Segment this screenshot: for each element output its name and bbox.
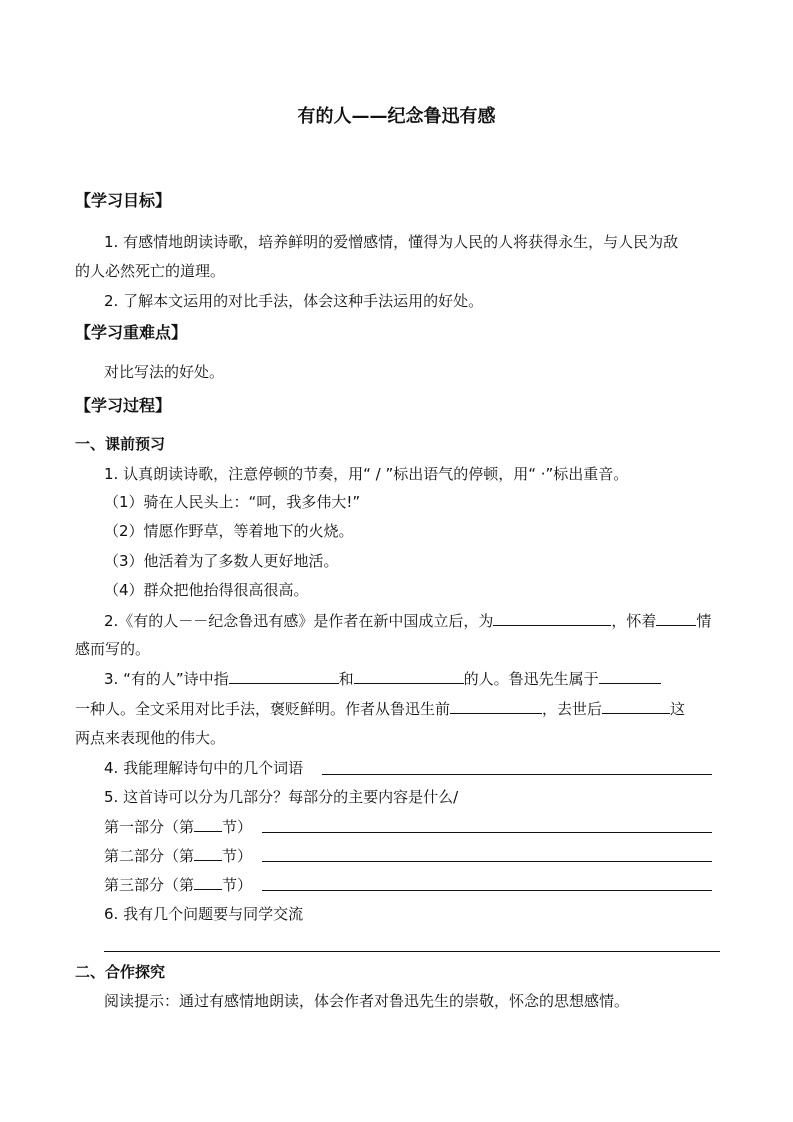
reading-tip: 阅读提示：通过有感情地朗读，体会作者对鲁迅先生的崇敬，怀念的思想感情。 <box>104 992 630 1010</box>
question-3-text-b: 和 <box>338 670 354 688</box>
question-4: 4. 我能理解诗句中的几个词语 <box>104 759 304 777</box>
question-2-text-c: 情 <box>696 612 712 630</box>
answer-blank[interactable] <box>194 845 222 861</box>
page-title: 有的人——纪念鲁迅有感 <box>297 106 496 127</box>
question-3-text-c: 的人。鲁迅先生属于 <box>463 670 599 688</box>
key-point-text: 对比写法的好处。 <box>104 363 225 381</box>
question-1-item-3: （3）他活着为了多数人更好地活。 <box>104 552 339 570</box>
answer-line[interactable] <box>322 774 712 775</box>
part-label: 第三部分（第 <box>104 876 195 894</box>
question-3-text-d: 一种人。全文采用对比手法，褒贬鲜明。作者从鲁迅生前 <box>75 700 451 718</box>
answer-line[interactable] <box>262 890 712 891</box>
answer-blank[interactable] <box>194 874 222 890</box>
answer-blank[interactable] <box>602 698 670 714</box>
question-2-text-a: 2.《有的人－－纪念鲁迅有感》是作者在新中国成立后，为 <box>104 612 494 630</box>
question-3-line-3: 两点来表现他的伟大。 <box>75 729 226 747</box>
question-3-line-1 <box>104 668 661 689</box>
question-1-item-1: （1）骑在人民头上：“呵，我多伟大!” <box>104 493 361 511</box>
answer-blank[interactable] <box>229 668 339 684</box>
answer-blank[interactable] <box>656 610 696 626</box>
section-heading-goals: 【学习目标】 <box>75 191 172 210</box>
question-3-text-f: 这 <box>670 700 686 718</box>
question-1: 1. 认真朗读诗歌，注意停顿的节奏，用“ / ”标出语气的停顿，用“ ·”标出重音。 <box>104 465 629 483</box>
part-2-title: 二、合作探究 <box>75 963 166 981</box>
goal-2: 2. 了解本文运用的对比手法，体会这种手法运用的好处。 <box>104 292 484 310</box>
question-2-line-2: 感而写的。 <box>75 640 151 658</box>
section-heading-process: 【学习过程】 <box>75 396 172 415</box>
part-label: 第一部分（第 <box>104 818 195 836</box>
question-1-item-2: （2）情愿作野草，等着地下的火烧。 <box>104 522 354 540</box>
part-row-1 <box>104 816 252 837</box>
part-row-2 <box>104 845 252 866</box>
question-6: 6. 我有几个问题要与同学交流 <box>104 905 304 923</box>
goal-1-line-1: 1. 有感情地朗读诗歌，培养鲜明的爱憎感情，懂得为人民的人将获得永生，与人民为敌 <box>104 233 679 251</box>
answer-line[interactable] <box>262 832 712 833</box>
answer-blank[interactable] <box>599 668 661 684</box>
answer-blank[interactable] <box>493 610 611 626</box>
question-2-line-1 <box>104 610 711 631</box>
answer-blank[interactable] <box>354 668 464 684</box>
question-1-item-4: （4）群众把他抬得很高很高。 <box>104 581 309 599</box>
part-label: 第二部分（第 <box>104 847 195 865</box>
goal-1-line-2: 的人必然死亡的道理。 <box>75 262 226 280</box>
answer-blank[interactable] <box>194 816 222 832</box>
part-label-suffix: 节） <box>222 847 253 865</box>
question-5: 5. 这首诗可以分为几部分？每部分的主要内容是什么/ <box>104 788 459 806</box>
answer-blank[interactable] <box>450 698 542 714</box>
part-1-title: 一、课前预习 <box>75 435 166 453</box>
part-label-suffix: 节） <box>222 818 253 836</box>
answer-line[interactable] <box>262 861 712 862</box>
question-3-text-a: 3. “有的人”诗中指 <box>104 670 229 688</box>
section-heading-key-points: 【学习重难点】 <box>75 323 188 342</box>
part-label-suffix: 节） <box>222 876 253 894</box>
question-3-text-e: ，去世后 <box>542 700 603 718</box>
part-row-3 <box>104 874 252 895</box>
question-2-text-b: ，怀着 <box>611 612 657 630</box>
answer-line[interactable] <box>104 951 720 952</box>
question-3-line-2 <box>75 698 685 719</box>
